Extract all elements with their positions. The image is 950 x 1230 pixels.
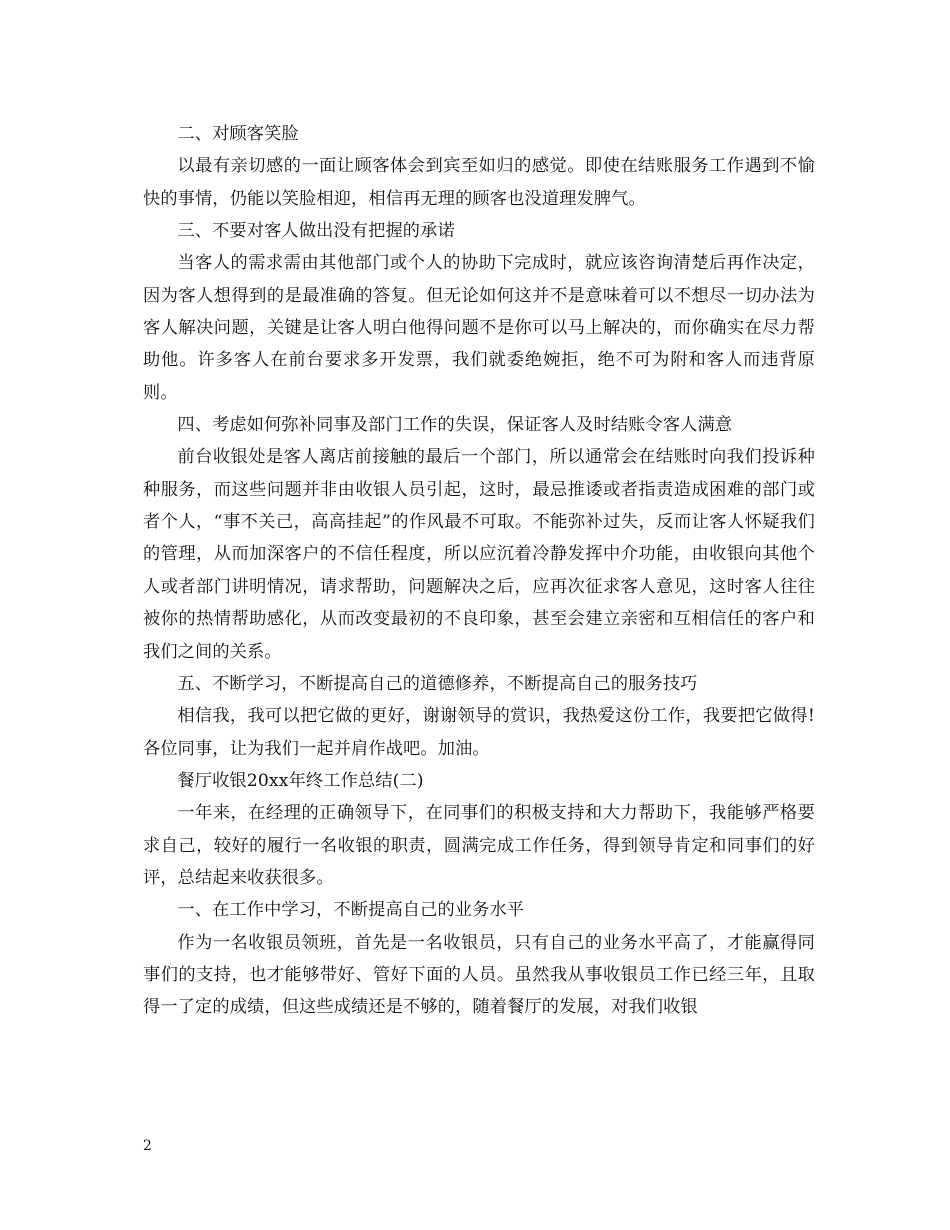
section-heading-promise: 三、不要对客人做出没有把握的承诺 <box>177 221 455 242</box>
section-heading-learning: 五、不断学习，不断提高自己的道德修养，不断提高自己的服务技巧 <box>177 673 698 694</box>
paragraph-mistakes: 前台收银处是客人离店前接触的最后一个部门，所以通常会在结账时向我们投诉种种服务，而这些问题并非由收银人员引起，这时，最忌推诿或者指责造成困难的部门或者个人，“事不关己，高高挂起”的作风最不可取。不能弥补过失，反而让客人怀疑我们的管理，从而加深客户的不信任程度，所以应沉着冷静发挥中介功能，由收银向其他个人或者部门讲明情况，请求帮助，问题解决之后，应再次征求客人意见，这时客人往往被你的热情帮助感化，从而改变最初的不良印象，甚至会建立亲密和互相信任的客户和我们之间的关系。 <box>143 447 815 662</box>
paragraph-skill: 作为一名收银员领班，首先是一名收银员，只有自己的业务水平高了，才能赢得同事们的支持，也才能够带好、管好下面的人员。虽然我从事收银员工作已经三年，且取得一了定的成绩，但这些成绩还是不够的，随着餐厅的发展，对我们收银 <box>143 932 815 1018</box>
section-heading-skill: 一、在工作中学习，不断提高自己的业务水平 <box>177 900 525 921</box>
paragraph-closing: 相信我，我可以把它做的更好，谢谢领导的赏识，我热爱这份工作，我要把它做得!各位同事，让为我们一起并肩作战吧。加油。 <box>143 706 815 759</box>
page-number: 2 <box>143 1138 152 1154</box>
section-heading-mistakes: 四、考虑如何弥补同事及部门工作的失误，保证客人及时结账令客人满意 <box>177 415 733 436</box>
section-heading-smile: 二、对顾客笑脸 <box>177 124 299 144</box>
paragraph-promise: 当客人的需求需由其他部门或个人的协助下完成时，就应该咨询清楚后再作决定，因为客人想得到的是最准确的答复。但无论如何这并不是意味着可以不想尽一切办法为客人解决问题，关键是让客人明白他得问题不是你可以马上解决的，而你确实在尽力帮助他。许多客人在前台要求多开发票，我们就委绝婉拒，绝不可为附和客人而违背原则。 <box>143 253 815 403</box>
paragraph-smile: 以最有亲切感的一面让顾客体会到宾至如归的感觉。即使在结账服务工作遇到不愉快的事情，仍能以笑脸相迎，相信再无理的顾客也没道理发脾气。 <box>143 156 815 209</box>
document-body <box>143 118 815 1024</box>
document-subtitle: 餐厅收银20xx年终工作总结(二) <box>177 770 424 791</box>
paragraph-intro: 一年来，在经理的正确领导下，在同事们的积极支持和大力帮助下，我能够严格要求自己，较好的履行一名收银的职责，圆满完成工作任务，得到领导肯定和同事们的好评，总结起来收获很多。 <box>143 803 815 888</box>
